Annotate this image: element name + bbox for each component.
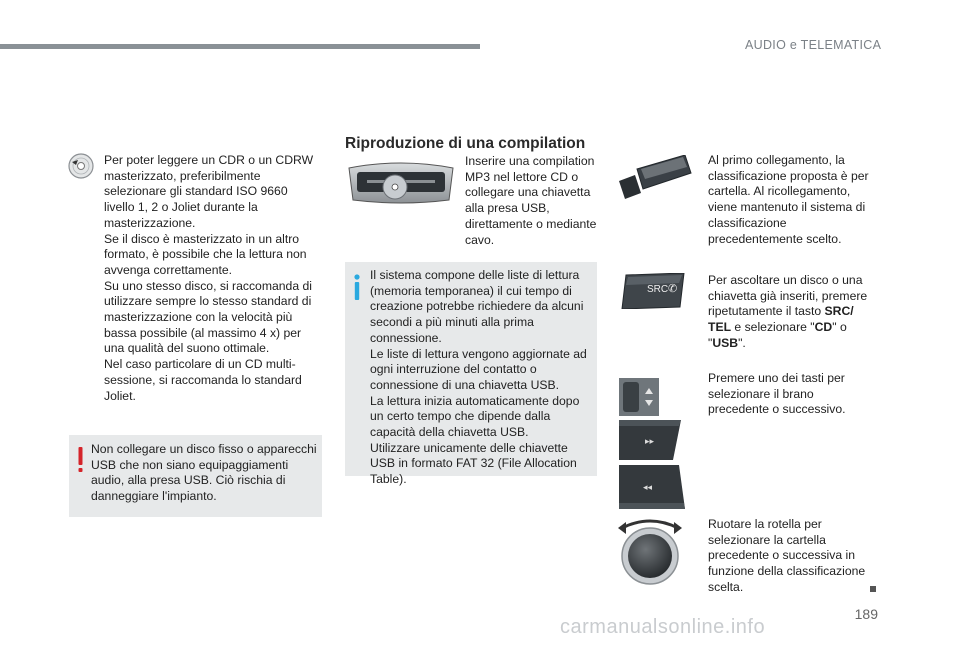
section-heading: Riproduzione di una compilation [345, 135, 586, 152]
usb-warning-box [69, 435, 322, 517]
usb-warning-text: Non collegare un disco fisso o apparecchi USB che non siano equipaggiamenti audio, alla presa USB. Ciò rischia di danneggiare l'impianto. [91, 442, 317, 504]
header-bar [0, 44, 480, 49]
info-icon [354, 274, 360, 300]
previous-track-button[interactable] [619, 465, 685, 509]
playlist-info-box [345, 262, 597, 487]
usb-stick-image [617, 155, 693, 200]
seek-selector-button[interactable] [619, 378, 659, 416]
page-number: 189 [854, 606, 878, 622]
src-button-label: SRC [647, 284, 669, 295]
src-instr-usb: USB [712, 335, 739, 350]
cd-player-image [345, 160, 457, 205]
page-marker [870, 586, 876, 592]
warning-icon [78, 447, 83, 473]
track-select-text: Premere uno dei tasti per selezionare il brano precedente o successivo. [708, 371, 846, 417]
section-title: AUDIO e TELEMATICA [745, 38, 882, 52]
first-connection-text: Al primo collegamento, la classificazione proposta è per cartella. Al ricollegamento, viene mantenuto il sistema di classificazione precedentemente scelto. [708, 153, 869, 246]
src-instr-c: e selezionare " [731, 320, 815, 335]
watermark: carmanualsonline.info [560, 616, 766, 638]
insert-compilation-text: Inserire una compilation MP3 nel lettore CD o collegare una chiavetta alla presa USB, direttamente o mediante cavo. [465, 154, 597, 247]
svg-text:▸▸: ▸▸ [645, 437, 655, 447]
src-instr-a: Per ascoltare un disco o una chiavetta già inseriti, premere ripetutamente il tasto [708, 273, 868, 319]
rotary-knob[interactable] [616, 518, 684, 586]
cd-standard-info: Per poter leggere un CDR o un CDRW masterizzato, preferibilmente selezionare gli standard ISO 9660 livello 1, 2 o Joliet durante la masterizzazione. Se il disco è masterizzato in un altro formato, è possibile che la lettura non avvenga correttamente. Su uno stesso disco, si raccomanda di utilizzare sempre lo stesso standard di masterizzazione con la velocità più bassa possibile (al massimo 4 x) per una qualità del suono ottimale. Nel caso particolare di un CD multi-sessione, si raccomanda lo standard Joliet. [104, 153, 314, 403]
src-tel-instructions [708, 273, 873, 352]
svg-text:◂◂: ◂◂ [643, 483, 653, 493]
src-tel-button[interactable] [620, 273, 686, 309]
src-instr-e: " o " [708, 320, 847, 350]
src-instr-cd: CD [814, 320, 833, 335]
folder-select-text: Ruotare la rotella per selezionare la cartella precedente o successiva in funzione della classificazione scelta. [708, 517, 866, 594]
disc-icon [68, 153, 94, 179]
next-track-button[interactable] [619, 420, 681, 460]
src-instr-key: SRC/ TEL [708, 304, 854, 335]
phone-icon: ✆ [668, 283, 678, 295]
src-instr-g: ". [738, 335, 746, 350]
playlist-info-text: Il sistema compone delle liste di lettura (memoria temporanea) il cui tempo di creazione potrebbe richiedere da alcuni secondi a più minuti alla prima connessione. Le liste di lettura vengono aggiornate ad ogni interruzione del contatto o connessione di una chiavetta USB. La lettura inizia automaticamente dopo un certo tempo che dipende dalla capacità della chiavetta USB. Utilizzare unicamente delle chiavette USB in formato FAT 32 (File Allocation Table). [370, 268, 587, 487]
